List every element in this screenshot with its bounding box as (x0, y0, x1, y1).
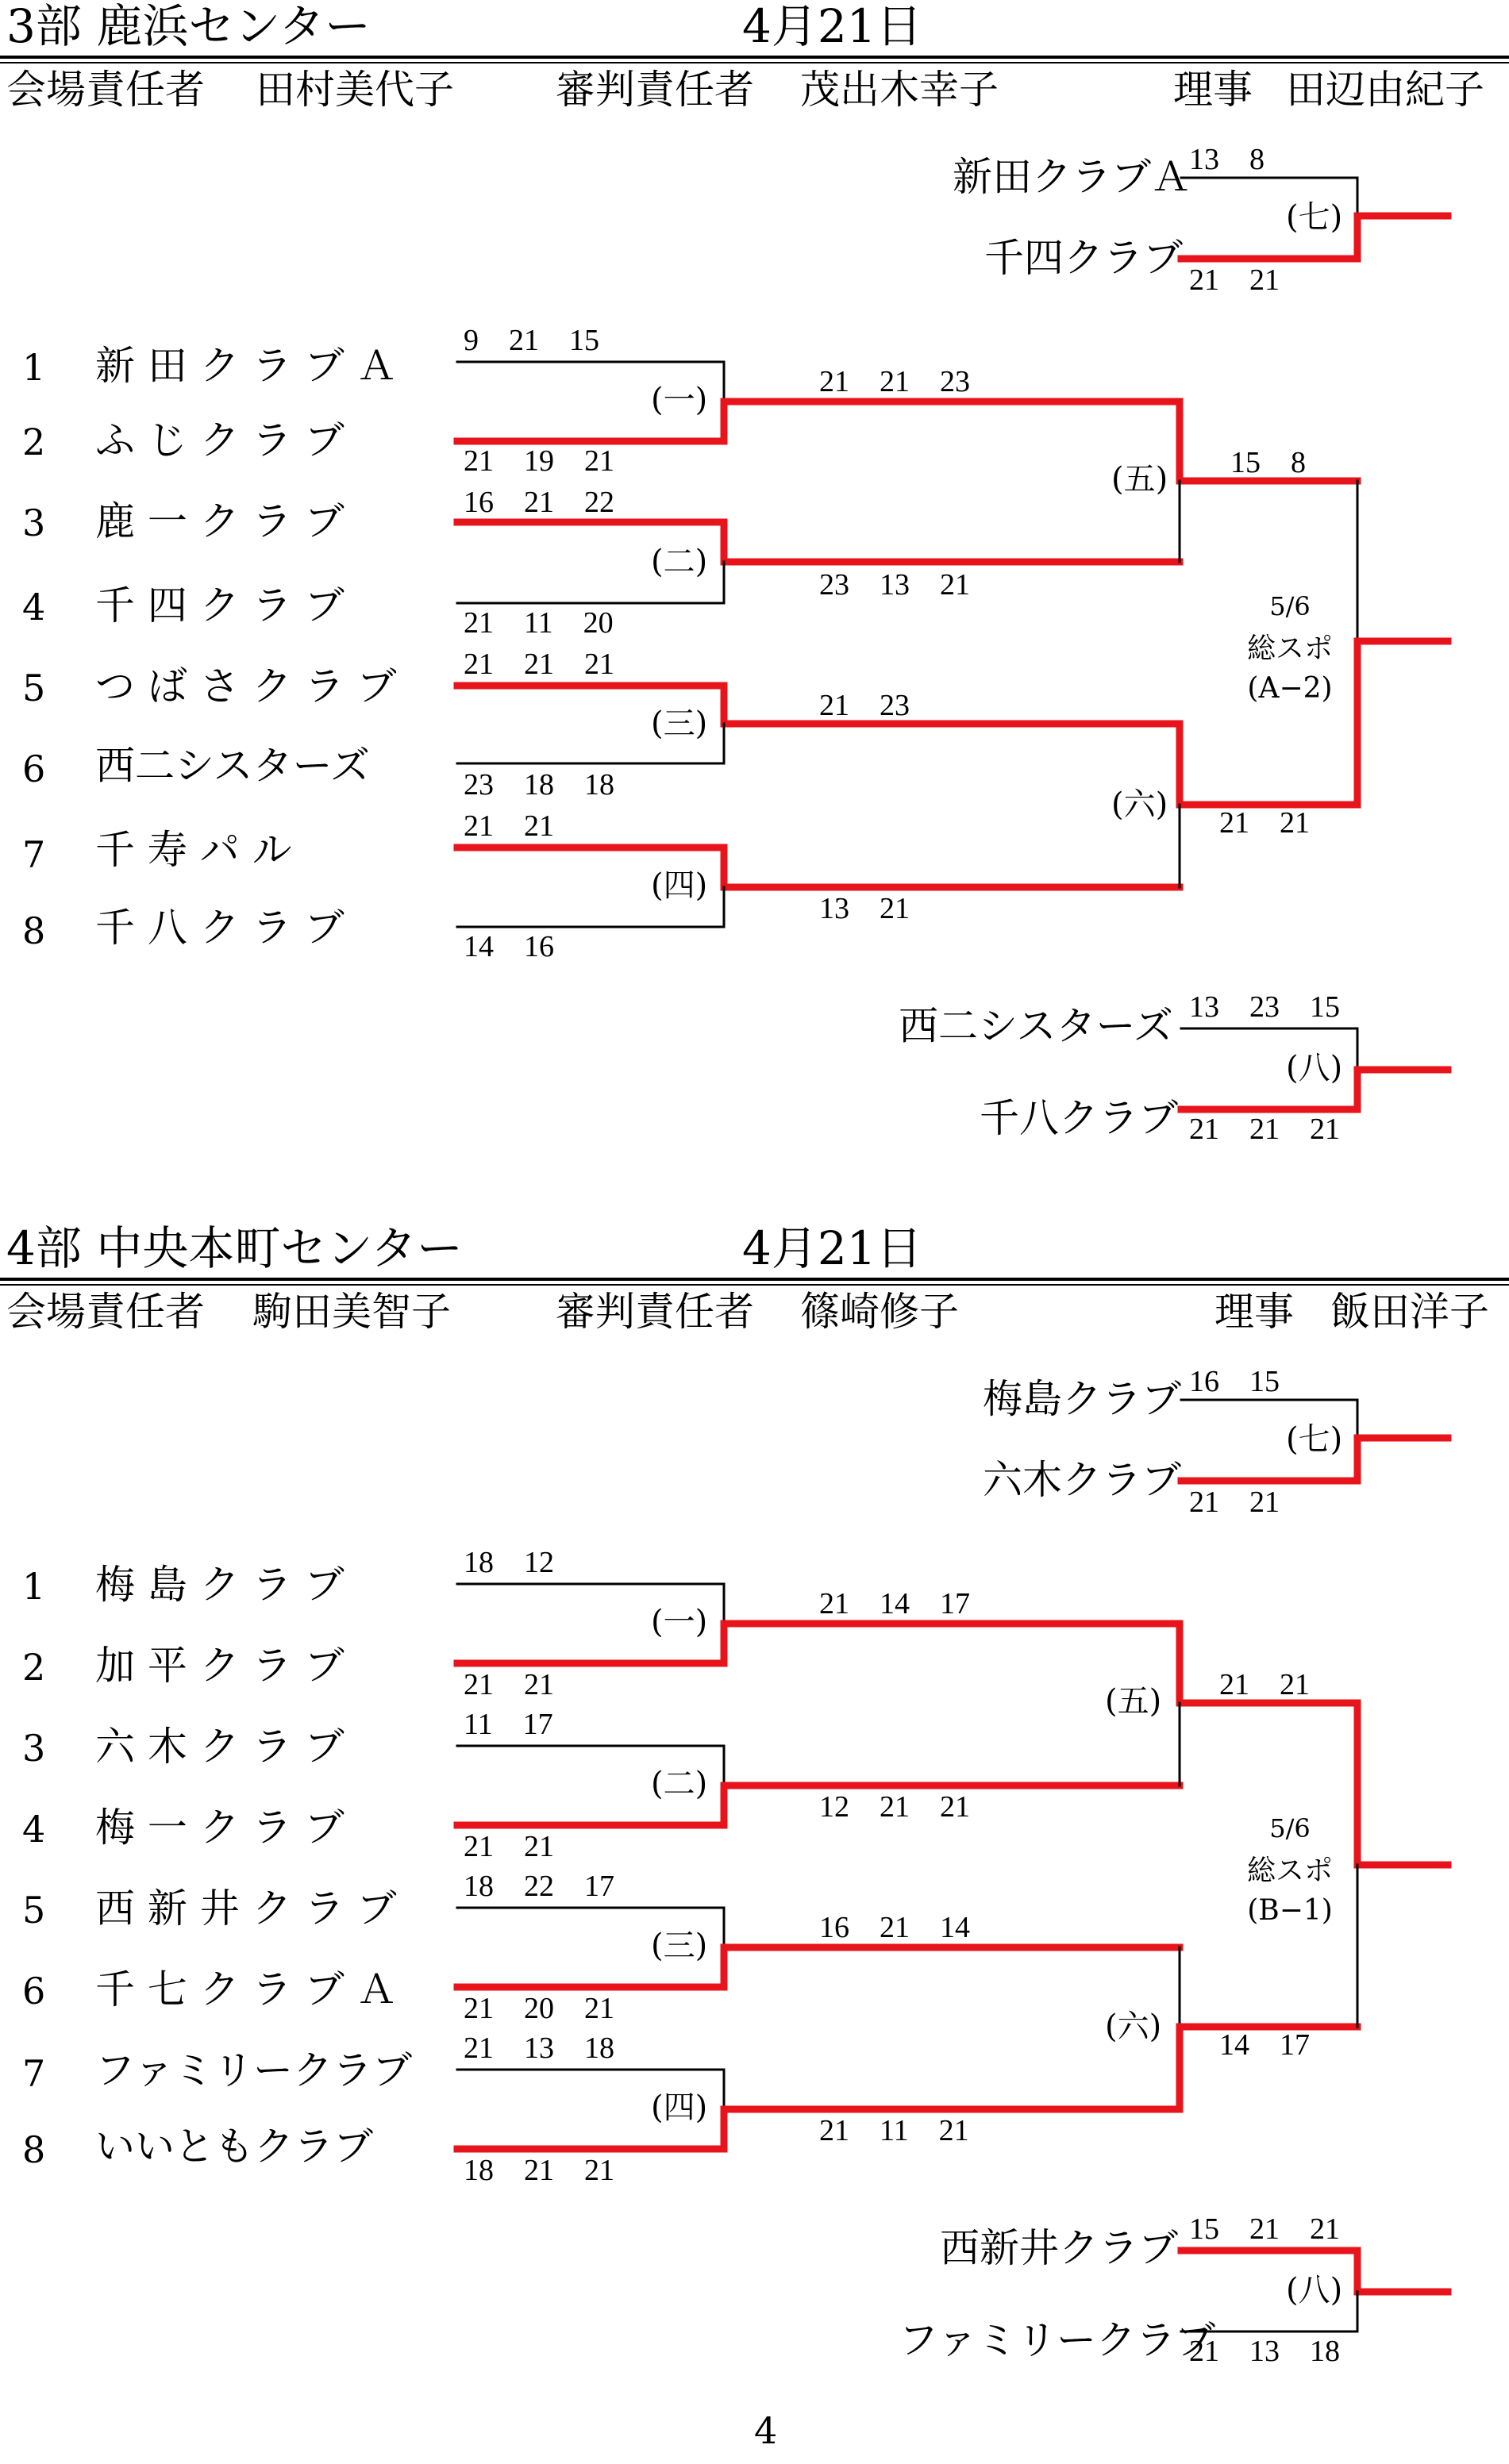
final-venue-code: (A−2) (1247, 672, 1333, 705)
team-name: 加 平 ク ラ ブ (95, 1643, 345, 1689)
bracket-line (457, 522, 1180, 562)
extra-bottom-team1: 西二シスターズ (899, 1003, 1173, 1049)
team-number: 4 (22, 1808, 46, 1851)
bracket-line (1181, 2251, 1448, 2292)
r1-round-label: (四) (651, 867, 708, 904)
venue-manager-name: 駒田美智子 (252, 1289, 451, 1335)
r1-score-top: 18 12 (464, 1546, 555, 1579)
extra-top-round-label: (七) (1286, 1421, 1343, 1458)
final-venue-name: 総スポ (1246, 1855, 1333, 1887)
r2-round-label: (六) (1111, 786, 1168, 823)
r1-score-bottom: 21 21 (464, 1830, 555, 1863)
r2-score-top: 21 23 (819, 689, 910, 722)
r1-score-bottom: 21 19 21 (464, 444, 615, 478)
r2-score-bottom: 23 13 21 (819, 568, 971, 602)
bracket-line (457, 1584, 724, 1624)
r1-score-top: 16 21 22 (464, 486, 615, 519)
team-name: 六 木 ク ラ ブ (95, 1724, 345, 1770)
team-number: 6 (22, 748, 46, 790)
r1-score-bottom: 23 18 18 (464, 768, 615, 801)
extra-bottom-team2: ファミリークラブ (899, 2317, 1215, 2363)
venue-manager-label: 会場責任者 (6, 1289, 205, 1335)
team-name: 千 八 ク ラ ブ (95, 905, 345, 951)
bracket-line (1181, 1070, 1448, 1109)
bracket-line (457, 1947, 1180, 1987)
r1-round-label: (四) (651, 2089, 708, 2126)
team-number: 3 (22, 502, 46, 544)
bracket-line (457, 2070, 724, 2109)
team-number: 4 (22, 586, 46, 628)
team-name: 新 田 ク ラ ブ Ａ (95, 343, 397, 389)
r1-round-label: (二) (651, 544, 708, 580)
r2-score-bottom: 13 21 (819, 892, 910, 925)
team-name: 西 新 井 ク ラ ブ (95, 1885, 397, 1932)
final-score-bottom: 21 21 (1219, 806, 1311, 840)
referee-manager-name: 篠崎修子 (800, 1289, 959, 1335)
final-venue-name: 総スポ (1246, 632, 1333, 665)
bracket-line (457, 362, 724, 402)
page-number: 4 (754, 2409, 778, 2452)
extra-bottom-team2: 千八クラブ (980, 1095, 1178, 1141)
extra-top-team1: 梅島クラブ (983, 1376, 1181, 1422)
team-number: 2 (22, 421, 46, 463)
director-name: 田辺由紀子 (1286, 67, 1484, 113)
extra-top-team2: 六木クラブ (983, 1457, 1181, 1503)
r2-score-bottom: 21 11 21 (819, 2114, 969, 2147)
team-number: 7 (22, 833, 46, 876)
bracket-line (1181, 216, 1448, 259)
extra-top-score2: 21 21 (1189, 263, 1280, 297)
bracket-line (457, 1746, 724, 1786)
extra-bottom-score1: 13 23 15 (1189, 990, 1341, 1024)
r1-score-bottom: 14 16 (464, 930, 555, 963)
bracket-line (457, 1624, 1180, 1663)
bracket-line (1180, 2027, 1357, 2109)
team-name: 千 四 ク ラ ブ (95, 582, 345, 628)
team-number: 2 (22, 1646, 46, 1689)
section-date: 4月21日 (742, 1221, 922, 1275)
referee-manager-label: 審判責任者 (556, 1289, 754, 1335)
extra-bottom-score1: 15 21 21 (1189, 2212, 1341, 2246)
r2-round-label: (五) (1105, 1683, 1162, 1720)
r1-score-top: 21 21 21 (464, 648, 615, 681)
team-number: 6 (22, 1970, 46, 2012)
director-name: 飯田洋子 (1330, 1289, 1489, 1335)
bracket-line (457, 686, 1180, 724)
bracket-line (457, 2109, 1180, 2149)
r1-score-bottom: 21 21 (464, 1668, 555, 1701)
final-score-top: 15 8 (1230, 446, 1307, 479)
team-name: ふ じ ク ラ ブ (95, 417, 345, 463)
final-venue-code: (B−1) (1247, 1894, 1333, 1927)
final-venue-date: 5/6 (1269, 591, 1311, 621)
bracket-line (1180, 1624, 1357, 1703)
bracket-line (457, 724, 724, 763)
team-name: 西二シスターズ (95, 743, 370, 789)
team-name: 千 七 ク ラ ブ Ａ (95, 1966, 397, 2012)
final-venue-date: 5/6 (1269, 1813, 1311, 1843)
extra-bottom-round-label: (八) (1286, 2272, 1343, 2308)
team-name: いいともクラブ (95, 2124, 373, 2170)
r1-score-top: 18 22 17 (464, 1870, 615, 1903)
team-name: 千 寿 パ ル (95, 827, 292, 873)
final-score-bottom: 14 17 (1219, 2028, 1311, 2062)
r2-score-top: 16 21 14 (819, 1911, 971, 1944)
extra-top-team2: 千四クラブ (984, 235, 1183, 281)
r1-score-bottom: 21 20 21 (464, 1992, 615, 2025)
r1-score-bottom: 18 21 21 (464, 2154, 615, 2187)
team-name: つ ば さ ク ラ ブ (95, 663, 397, 709)
team-name: 梅 島 ク ラ ブ (95, 1562, 345, 1608)
venue-manager-label: 会場責任者 (6, 67, 205, 113)
extra-top-score1: 16 15 (1189, 1365, 1280, 1398)
team-number: 5 (22, 1889, 46, 1932)
bracket-line (457, 1786, 1180, 1825)
referee-manager-name: 茂出木幸子 (800, 67, 999, 113)
r1-round-label: (一) (651, 382, 708, 418)
bracket-line (1181, 1400, 1357, 1438)
venue-manager-name: 田村美代子 (256, 67, 454, 113)
r1-round-label: (三) (651, 1928, 708, 1964)
bracket-line (457, 402, 1180, 441)
bracket-line (1357, 641, 1448, 805)
extra-top-score2: 21 21 (1189, 1486, 1280, 1519)
team-number: 5 (22, 667, 46, 709)
r1-score-top: 9 21 15 (464, 324, 600, 357)
bracket-line (1181, 178, 1357, 216)
team-number: 3 (22, 1727, 46, 1770)
r2-round-label: (六) (1105, 2008, 1162, 2045)
team-number: 8 (22, 2128, 46, 2171)
final-score-top: 21 21 (1219, 1668, 1311, 1701)
extra-bottom-score2: 21 13 18 (1189, 2335, 1341, 2368)
extra-bottom-score2: 21 21 21 (1189, 1113, 1341, 1146)
extra-top-score1: 13 8 (1189, 143, 1265, 176)
extra-top-team1: 新田クラブＡ (953, 154, 1191, 200)
r1-score-bottom: 21 11 20 (464, 606, 614, 640)
section-title: 4部 中央本町センター (6, 1221, 464, 1275)
section-title: 3部 鹿浜センター (6, 0, 371, 53)
bracket-line (1357, 1703, 1448, 1865)
team-number: 1 (22, 346, 46, 389)
r1-round-label: (三) (651, 705, 708, 742)
r2-score-top: 21 21 23 (819, 365, 971, 398)
bracket-line (1181, 1438, 1448, 1481)
r1-score-top: 21 13 18 (464, 2032, 615, 2065)
team-number: 8 (22, 909, 46, 952)
bracket-line (1181, 1028, 1357, 1070)
bracket-line (457, 562, 724, 603)
director-label: 理事 (1215, 1289, 1294, 1335)
extra-top-round-label: (七) (1286, 199, 1343, 236)
bracket-line (1181, 2292, 1357, 2331)
r2-score-top: 21 14 17 (819, 1587, 971, 1620)
bracket-line (457, 1908, 724, 1947)
r2-score-bottom: 12 21 21 (819, 1790, 971, 1824)
bracket-line (457, 887, 724, 927)
director-label: 理事 (1173, 67, 1253, 113)
r1-round-label: (二) (651, 1766, 708, 1802)
bracket-line (1180, 724, 1357, 805)
r1-score-top: 21 21 (464, 809, 555, 843)
extra-bottom-round-label: (八) (1286, 1050, 1343, 1086)
extra-bottom-team1: 西新井クラブ (940, 2225, 1178, 2271)
referee-manager-label: 審判責任者 (556, 67, 754, 113)
bracket-line (457, 848, 1180, 887)
team-name: 鹿 一 ク ラ ブ (95, 498, 345, 544)
r1-round-label: (一) (651, 1604, 708, 1640)
team-number: 1 (22, 1565, 46, 1608)
r2-round-label: (五) (1111, 461, 1168, 498)
r1-score-top: 11 17 (464, 1708, 553, 1741)
section-date: 4月21日 (742, 0, 922, 53)
bracket-line (1180, 402, 1357, 481)
team-name: 梅 一 ク ラ ブ (95, 1805, 345, 1851)
team-name: ファミリークラブ (95, 2047, 412, 2093)
team-number: 7 (22, 2052, 46, 2095)
